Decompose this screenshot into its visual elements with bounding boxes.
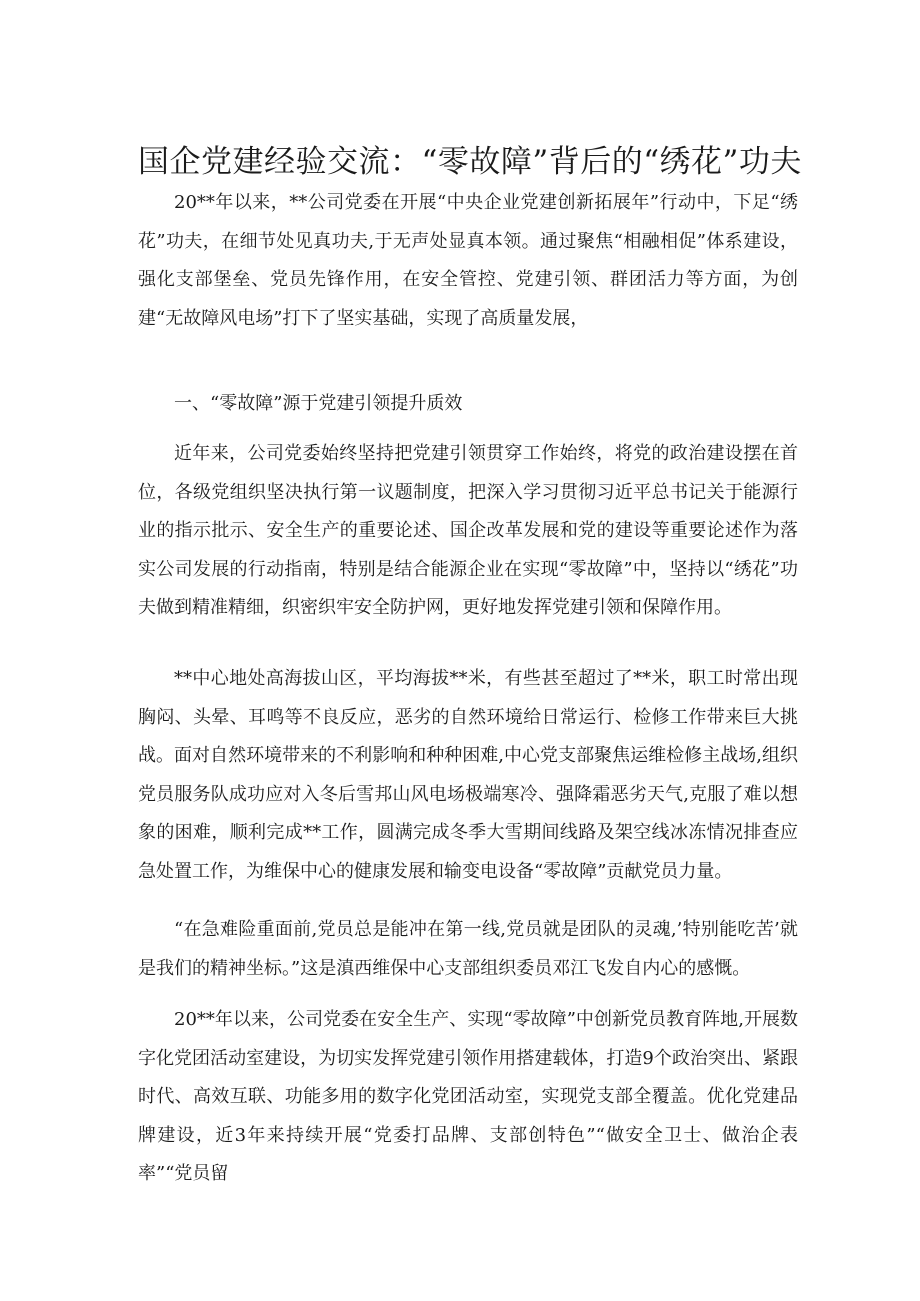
paragraph-digital-activity-rooms: 20**年以来，公司党委在安全生产、实现“零故障”中创新党员教育阵地,开展数字化党团活动室建设，为切实发挥党建引领作用搭建载体，打造9个政治突出、紧跟时代、高效互联、功能多用的数字化党团活动室，实现党支部全覆盖。优化党建品牌建设，近3年来持续开展“党委打品牌、支部创特色”“做安全卫士、做治企表率”“党员留 xyxy=(138,1009,798,1185)
section-heading-1: 一、“零故障”源于党建引领提升质效 xyxy=(174,393,463,414)
paragraph-high-altitude-center: **中心地处高海拔山区，平均海拔**米，有些甚至超过了**米，职工时常出现胸闷、头晕、耳鸣等不良反应，恶劣的自然环境给日常运行、检修工作带来巨大挑战。面对自然环境带来的不利影响和种种困难,中心党支部聚焦运维检修主战场,组织党员服务队成功应对入冬后雪邦山风电场极端寒冷、强降霜恶劣天气,克服了难以想象的困难，顺利完成**工作，圆满完成冬季大雪期间线路及架空线冰冻情况排查应急处置工作，为维保中心的健康发展和输变电设备“零故障”贡献党员力量。 xyxy=(138,668,798,882)
document-title: 国企党建经验交流：“零故障”背后的“绣花”功夫 xyxy=(138,144,802,180)
paragraph-party-leadership: 近年来，公司党委始终坚持把党建引领贯穿工作始终，将党的政治建设摆在首位，各级党组织坚决执行第一议题制度，把深入学习贯彻习近平总书记关于能源行业的指示批示、安全生产的重要论述、国企改革发展和党的建设等重要论述作为落实公司发展的行动指南，特别是结合能源企业在实现“零故障”中，坚持以“绣花”功夫做到精准精细，织密织牢安全防护网，更好地发挥党建引领和保障作用。 xyxy=(138,443,798,619)
paragraph-intro: 20**年以来，**公司党委在开展“中央企业党建创新拓展年”行动中，下足“绣花”功夫，在细节处见真功夫,于无声处显真本领。通过聚焦“相融相促”体系建设，强化支部堡垒、党员先锋作用，在安全管控、党建引领、群团活力等方面，为创建“无故障风电场”打下了坚实基础，实现了高质量发展， xyxy=(138,192,798,329)
paragraph-quote: “在急难险重面前,党员总是能冲在第一线,党员就是团队的灵魂,’特别能吃苦’就是我们的精神坐标。”这是滇西维保中心支部组织委员邓江飞发自内心的感慨。 xyxy=(138,919,798,979)
